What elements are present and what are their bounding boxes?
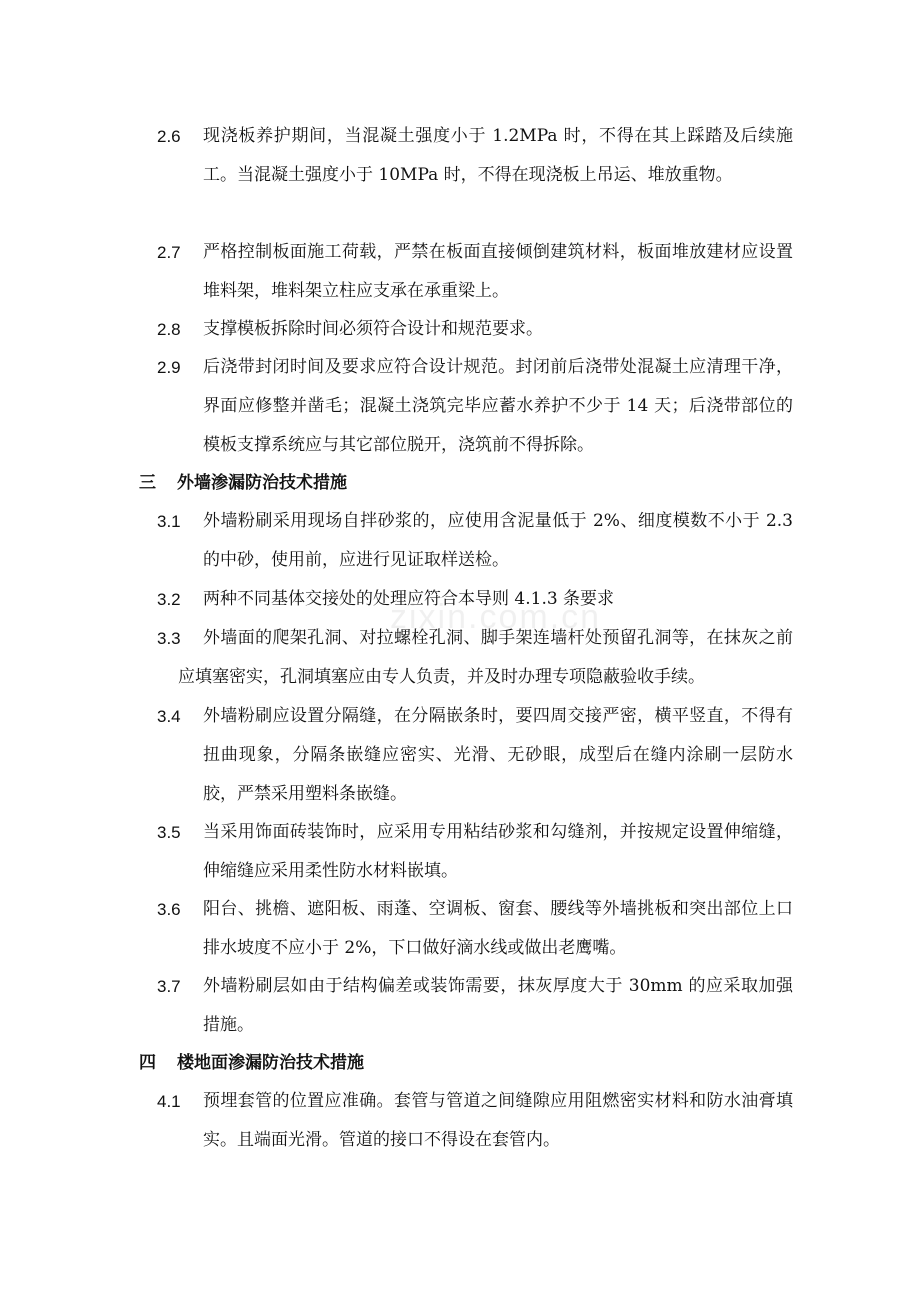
clause-number: 3.2	[157, 590, 181, 609]
section-title: 楼地面渗漏防治技术措施	[177, 1053, 364, 1073]
clause-text: 阳台、挑檐、遮阳板、雨蓬、空调板、窗套、腰线等外墙挑板和突出部位上口排水坡度不应小于 2%，下口做好滴水线或做出老鹰嘴。	[203, 899, 793, 958]
clause-text: 外墙粉刷层如由于结构偏差或装饰需要，抹灰厚度大于 30mm 的应采取加强措施。	[203, 976, 793, 1035]
clause-text: 外墙粉刷采用现场自拌砂浆的，应使用含泥量低于 2%、细度模数不小于 2.3 的中砂，使用前，应进行见证取样送检。	[203, 511, 793, 570]
clause-number: 2.8	[157, 320, 181, 339]
section-title: 外墙渗漏防治技术措施	[177, 473, 347, 493]
clause-number: 2.9	[157, 358, 181, 377]
clause-number: 2.7	[157, 243, 181, 262]
clause-text: 当采用饰面砖装饰时，应采用专用粘结砂浆和勾缝剂，并按规定设置伸缩缝，伸缩缝应采用柔性防水材料嵌填。	[203, 822, 793, 881]
section-number: 三	[139, 473, 156, 493]
clause-text: 严格控制板面施工荷载，严禁在板面直接倾倒建筑材料，板面堆放建材应设置堆料架，堆料架立柱应支承在承重梁上。	[203, 242, 793, 301]
clause-text: 外墙粉刷应设置分隔缝，在分隔嵌条时，要四周交接严密，横平竖直，不得有扭曲现象，分隔条嵌缝应密实、光滑、无砂眼，成型后在缝内涂刷一层防水胶，严禁采用塑料条嵌缝。	[203, 706, 793, 804]
clause-text: 预埋套管的位置应准确。套管与管道之间缝隙应用阻燃密实材料和防水油膏填实。且端面光滑。管道的接口不得设在套管内。	[203, 1091, 793, 1150]
watermark: zixin.com.cn	[390, 598, 602, 636]
clause-text: 两种不同基体交接处的处理应符合本导则 4.1.3 条要求	[203, 589, 615, 609]
clause-number: 3.1	[157, 512, 181, 531]
clause-number: 3.7	[157, 977, 181, 996]
section-number: 四	[139, 1053, 156, 1073]
section-heading-3	[139, 464, 347, 503]
clause-number: 3.3	[157, 629, 181, 648]
clause-number: 4.1	[157, 1092, 181, 1111]
clause-text: 现浇板养护期间，当混凝土强度小于 1.2MPa 时，不得在其上踩踏及后续施工。当混凝土强度小于 10MPa 时，不得在现浇板上吊运、堆放重物。	[203, 126, 793, 185]
clause-text: 支撑模板拆除时间必须符合设计和规范要求。	[203, 319, 543, 339]
clause-number: 2.6	[157, 127, 181, 146]
clause-text: 外墙面的爬架孔洞、对拉螺栓孔洞、脚手架连墙杆处预留孔洞等，在抹灰之前应填塞密实，孔洞填塞应由专人负责，并及时办理专项隐蔽验收手续。	[178, 628, 793, 687]
clause-text: 后浇带封闭时间及要求应符合设计规范。封闭前后浇带处混凝土应清理干净，界面应修整并凿毛；混凝土浇筑完毕应蓄水养护不少于 14 天；后浇带部位的模板支撑系统应与其它部位脱开，浇筑前不得拆除。	[203, 357, 793, 455]
clause-number: 3.5	[157, 823, 181, 842]
section-heading-4	[139, 1044, 364, 1083]
clause-number: 3.4	[157, 707, 181, 726]
clause-number: 3.6	[157, 900, 181, 919]
